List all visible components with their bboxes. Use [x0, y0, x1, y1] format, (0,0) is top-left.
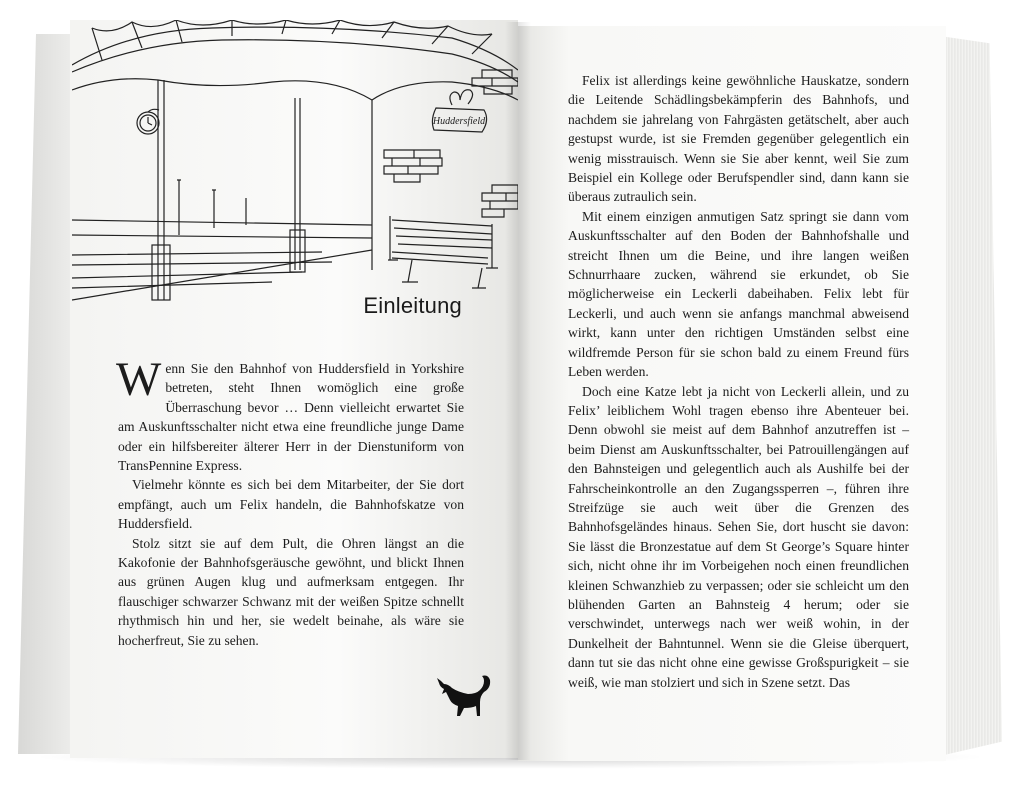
station-illustration [72, 20, 518, 305]
paragraph-text: enn Sie den Bahnhof von Huddersfield in Yorkshire betreten, steht Ihnen womöglich eine große Überraschung bevor … Denn vielleicht erwartet Sie am Auskunftsschalter nicht etwa eine freundliche junge Dame oder ein hilfsbereiter älterer Herr in der Dienstuniform von TransPennine Express. [118, 361, 464, 474]
paragraph: Doch eine Katze lebt ja nicht von Leckerli allein, und zu Felix’ leiblichem Wohl tragen ebenso ihre Abenteuer bei. Denn obwohl sie meist auf dem Bahnhof anzutreffen ist – beim Dienst am Auskunftsschalter, bei Patrouillengängen auf den Bahnsteigen und gelegentlich auch als Aushilfe bei der Fahrscheinkontrolle an den Zugangssperren –, führen ihre Streifzüge sie auch weit über die Grenzen des Bahnhofsgeländes hinaus. Sehen Sie, dort huscht sie davon: Sie lässt die Bronzestatue auf dem St George’s Square hinter sich, nicht ohne ihr im Vorbeigehen noch einen freundlichen kleinen Schwanzhieb zu verpassen; oder sie schleicht um den blühenden Garten an Bahnsteig 4 herum; oder sie verschwindet, unterwegs nach wer weiß wohin, in der Dunkelheit der Bahntunnel. Wenn sie die Gleise überquert, dann tut sie das nicht ohne eine gewisse Großspurigkeit – sie weiß, wie man stolziert und sich in Szene setzt. Das [568, 383, 909, 690]
left-page-text [116, 353, 464, 650]
chapter-title: Einleitung [363, 293, 462, 318]
cat-silhouette-icon [436, 672, 494, 718]
left-page-stack [18, 34, 78, 754]
paragraph [116, 353, 464, 475]
drop-cap: W [116, 353, 162, 406]
paragraph: Vielmehr könnte es sich bei dem Mitarbeiter, der Sie dort empfängt, auch um Felix handeln, die Bahnhofskatze von Huddersfield. [118, 477, 464, 532]
right-page-stack [940, 36, 1002, 756]
right-page-text [568, 71, 909, 692]
station-sign-text: Huddersfield [432, 116, 486, 127]
paragraph: Felix ist allerdings keine gewöhnliche Hauskatze, sondern die Leitende Schädlingsbekämpferin des Bahnhofs, und nachdem sie jahrelang von Fahrgästen getätschelt, aber auch gestupst wurde, ist sie Fremden gegenüber gelegentlich ein wenig misstrauisch. Wenn sie Sie aber kennt, weil Sie zum Beispiel ein Kollege oder Berufspendler sind, dann kann sie überaus zutraulich sein. [568, 73, 909, 205]
paragraph: Stolz sitzt sie auf dem Pult, die Ohren längst an die Kakofonie der Bahnhofsgeräusche gewöhnt, und blickt Ihnen aus grünen Augen klug und aufmerksam entgegen. Ihr flauschiger schwarzer Schwanz mit der weißen Spitze schnellt rhythmisch hin und her, sie wedelt beinahe, als wäre sie hocherfreut, Sie zu sehen. [118, 535, 464, 648]
paragraph: Mit einem einzigen anmutigen Satz springt sie dann vom Auskunftsschalter auf den Boden der Bahnhofshalle und streicht Ihnen um die Beine, und ihre langen weißen Schnurrhaare zucken, während sie erkundet, ob Sie möglicherweise ein Leckerli dabeihaben. Felix lebt für Leckerli, und auch wenn sie anfangs manchmal abweisend wirkt, kann unter den richtigen Umständen selbst eine wildfremde Person für sie schon bald zu einem Freund fürs Leben werden. [568, 208, 909, 380]
